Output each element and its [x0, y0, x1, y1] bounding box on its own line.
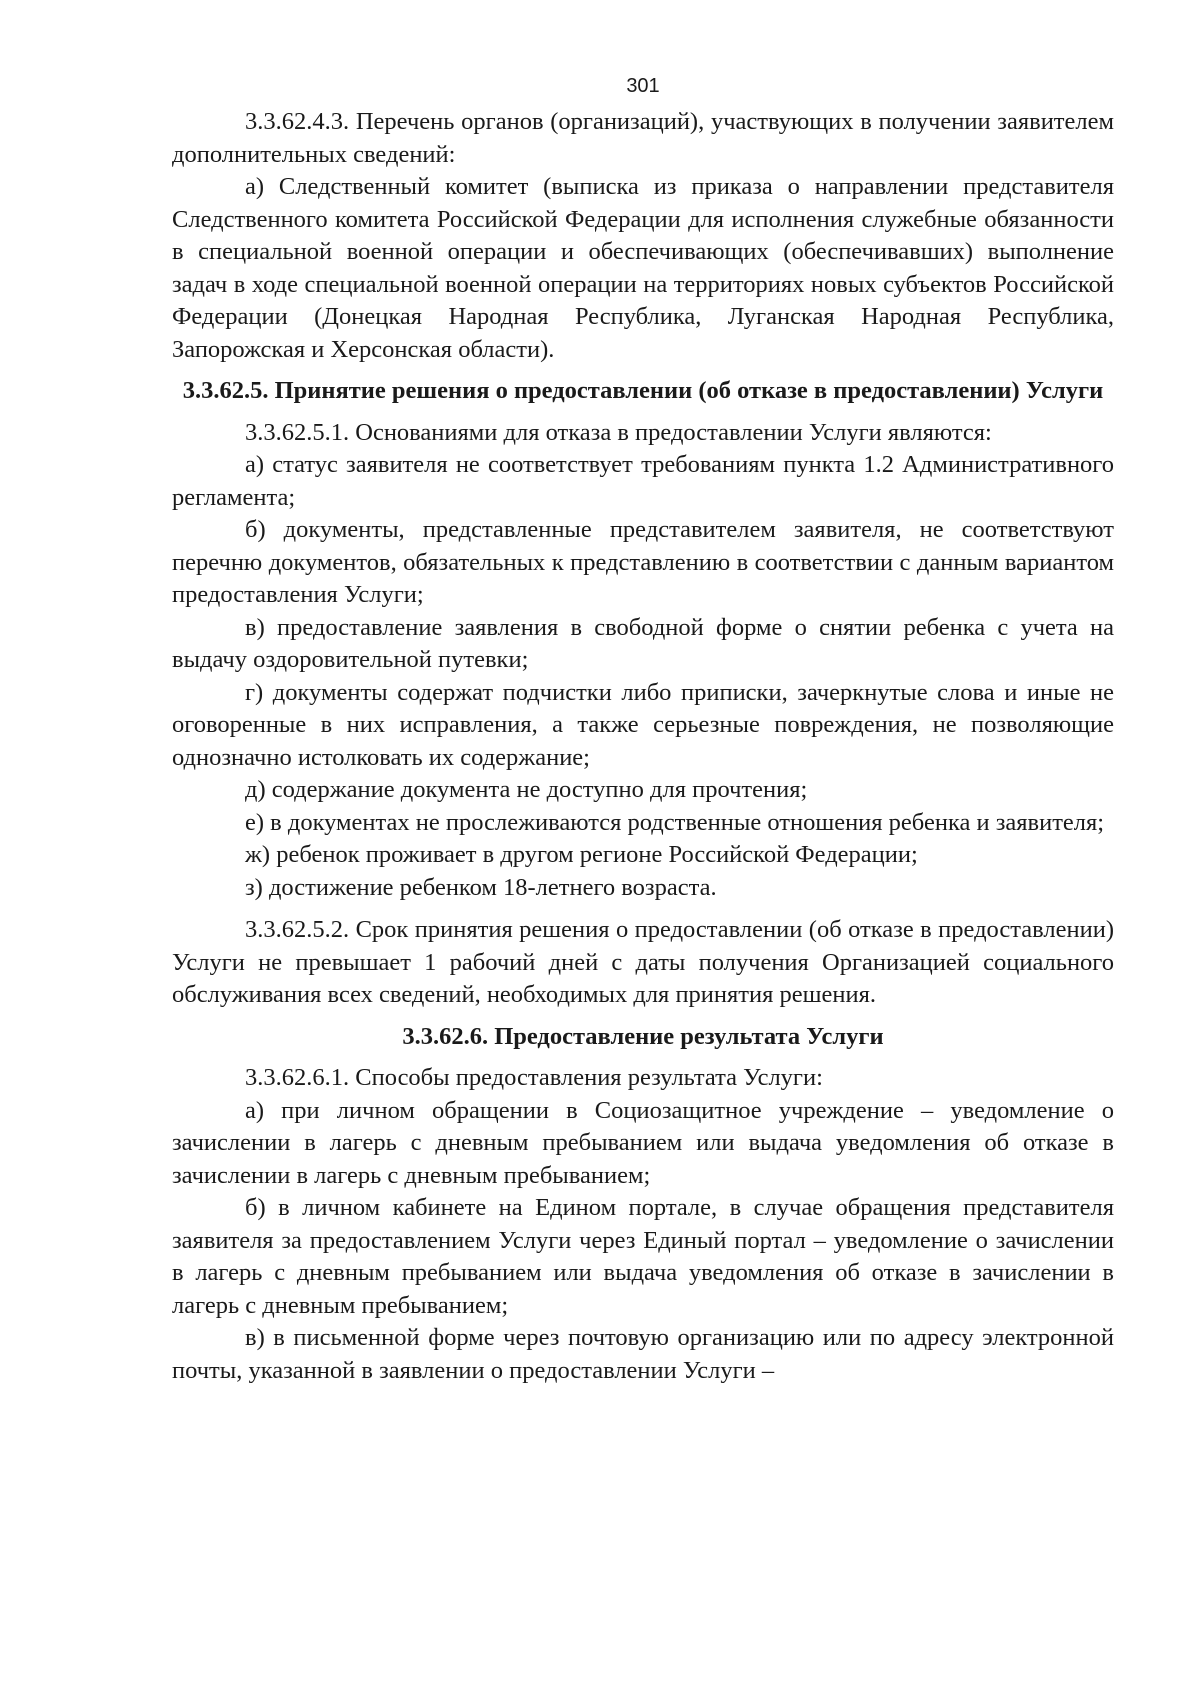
- paragraph-3-3-62-5-2: 3.3.62.5.2. Срок принятия решения о предоставлении (об отказе в предоставлении) Услуги не превышает 1 рабочий дней с даты получения Организацией социального обслуживания всех сведений, необходимых для принятия решения.: [172, 916, 1114, 1008]
- list-item-v-written-form: в) в письменной форме через почтовую организацию или по адресу электронной почты, указанной в заявлении о предоставлении Услуги –: [172, 1324, 1114, 1384]
- document-page: [172, 66, 1114, 1387]
- section-heading-3-3-62-6: 3.3.62.6. Предоставление результата Услуги: [402, 1022, 884, 1050]
- list-item-e-relationship: е) в документах не прослеживаются родственные отношения ребенка и заявителя;: [245, 808, 1105, 836]
- list-item-a-personal-visit: а) при личном обращении в Социозащитное учреждение – уведомление о зачислении в лагерь с дневным пребыванием или выдача уведомления об отказе в зачислении в лагерь с дневным пребыванием;: [172, 1096, 1114, 1189]
- list-item-b-personal-account: б) в личном кабинете на Едином портале, в случае обращения представителя заявителя за предоставлением Услуги через Единый портал – уведомление о зачислении в лагерь с дневным пребыванием или выдача уведомления об отказе в зачислении в лагерь с дневным пребыванием;: [172, 1194, 1114, 1319]
- list-item-zh-other-region: ж) ребенок проживает в другом регионе Российской Федерации;: [245, 841, 918, 868]
- paragraph-3-3-62-5-1: 3.3.62.5.1. Основаниями для отказа в предоставлении Услуги являются:: [245, 418, 992, 446]
- list-item-g-corrections: г) документы содержат подчистки либо приписки, зачеркнутые слова и иные не оговоренные в них исправления, а также серьезные повреждения, не позволяющие однозначно истолковать их содержание;: [172, 678, 1114, 771]
- list-item-a-status: а) статус заявителя не соответствует требованиям пункта 1.2 Административного регламента;: [172, 451, 1114, 511]
- list-item-z-age: з) достижение ребенком 18-летнего возраста.: [245, 873, 717, 901]
- list-item-d-unreadable: д) содержание документа не доступно для прочтения;: [245, 776, 808, 803]
- section-heading-3-3-62-5: 3.3.62.5. Принятие решения о предоставлении (об отказе в предоставлении) Услуги: [182, 377, 1104, 404]
- paragraph-investigative-committee: а) Следственный комитет (выписка из приказа о направлении представителя Следственного комитета Российской Федерации для исполнения служебные обязанности в специальной военной операции и обеспечивающих (обеспечивавших) выполнение задач в ходе специальной военной операции на территориях новых субъектов Российской Федерации (Донецкая Народная Республика, Луганская Народная Республика, Запорожская и Херсонская области).: [172, 173, 1114, 363]
- list-item-v-application: в) предоставление заявления в свободной форме о снятии ребенка с учета на выдачу оздоровительной путевки;: [172, 613, 1114, 673]
- paragraph-3-3-62-4-3: 3.3.62.4.3. Перечень органов (организаций), участвующих в получении заявителем дополнительных сведений:: [172, 108, 1114, 168]
- paragraph-3-3-62-6-1: 3.3.62.6.1. Способы предоставления результата Услуги:: [245, 1064, 823, 1091]
- paragraph-gap: [172, 904, 1114, 914]
- page-number: 301: [626, 75, 660, 97]
- list-item-b-documents: б) документы, представленные представителем заявителя, не соответствуют перечню документов, обязательных к представлению в соответствии с данным вариантом предоставления Услуги;: [172, 516, 1114, 608]
